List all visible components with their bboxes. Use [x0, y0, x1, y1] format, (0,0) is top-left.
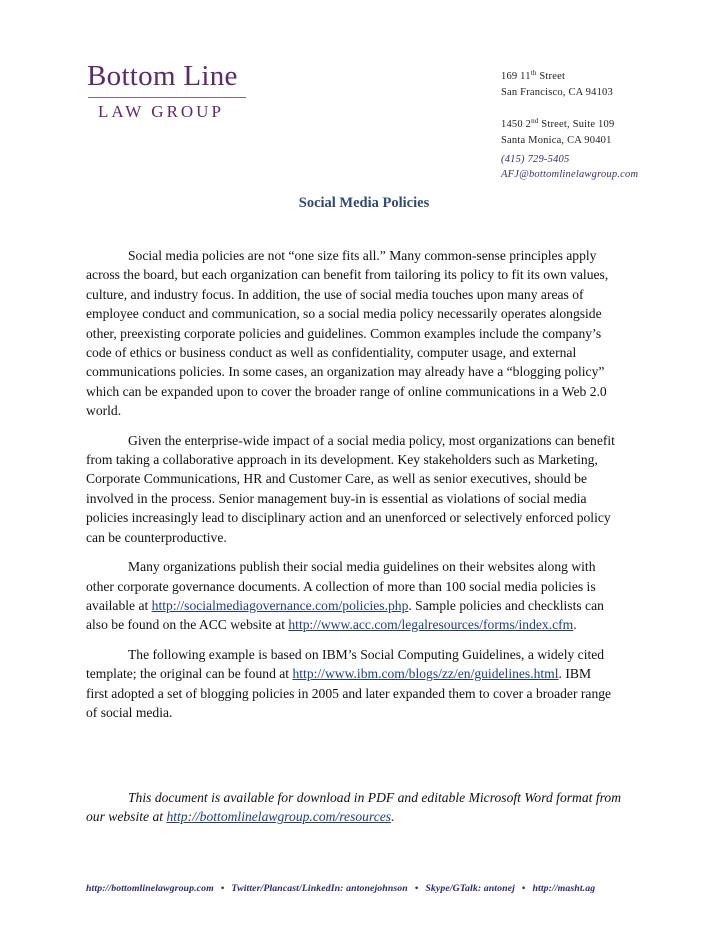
download-note-text	[86, 788, 646, 827]
note-line: our website at	[86, 809, 167, 825]
footer-social-handles: Twitter/Plancast/LinkedIn: antonejohnson	[231, 883, 408, 894]
p3-line: also be found on the ACC website at	[86, 617, 289, 633]
p1-line: across the board, but each organization can benefit from tailoring its policy to fit its own values,	[86, 267, 609, 283]
p3-line: . Sample policies and checklists can	[408, 597, 604, 613]
note-line: .	[391, 809, 395, 825]
paragraph-4	[86, 645, 642, 723]
p1-line: culture, and industry focus. In addition, the use of social media touches upon many areas of	[86, 286, 584, 302]
p1-line: code of ethics or business conduct as well as confidentiality, computer usage, and external	[86, 345, 577, 361]
download-note	[86, 788, 646, 827]
p2-line: involved in the process. Senior management buy-in is essential as violations of social media	[86, 490, 587, 506]
address-line-1-street: Street	[536, 71, 566, 82]
p4-line: . IBM	[558, 666, 592, 682]
document-body	[86, 246, 642, 732]
footer-website[interactable]: http://bottomlinelawgroup.com	[86, 883, 214, 894]
footer-short-link[interactable]: http://masht.ag	[532, 883, 596, 894]
logo-divider	[88, 97, 246, 98]
p3-line: other corporate governance documents. A collection of more than 100 social media policies is	[86, 578, 596, 594]
p2-line: from taking a collaborative approach in its development. Key stakeholders such as Marketing,	[86, 452, 598, 468]
phone-number: (415) 729-5405	[501, 154, 570, 165]
footer-separator: •	[414, 883, 419, 894]
address-line-3	[501, 117, 615, 131]
address-line-3-ordinal: nd	[531, 117, 539, 125]
p2-line: Corporate Communications, HR and Customer Care, as well as senior executives, should be	[86, 471, 587, 487]
p1-line: communications policies. In some cases, an organization may already have a “blogging policy”	[86, 364, 605, 380]
company-logo-name: Bottom Line	[87, 60, 238, 92]
paragraph-3	[86, 557, 642, 635]
address-line-3-street: Street, Suite 109	[538, 119, 615, 130]
address-line-2: San Francisco, CA 94103	[501, 87, 613, 98]
note-line: This document is available for download in PDF and editable Microsoft Word format from	[128, 790, 622, 805]
footer-skype: Skype/GTalk: antonej	[425, 883, 515, 894]
p1-line: Social media policies are not “one size fits all.” Many common-sense principles apply	[128, 248, 597, 263]
address-line-4: Santa Monica, CA 90401	[501, 135, 612, 146]
social-media-governance-link[interactable]: http://socialmediagovernance.com/policies.php	[151, 597, 409, 613]
p4-line: first adopted a set of blogging policies in 2005 and later expanded them to cover a broader range	[86, 685, 612, 701]
p3-line: .	[573, 617, 577, 633]
footer-separator: •	[521, 883, 526, 894]
paragraph-1	[86, 246, 642, 421]
address-line-1	[501, 69, 566, 83]
p4-line: The following example is based on IBM’s Social Computing Guidelines, a widely cited	[128, 646, 605, 662]
address-line-1-number: 169 11	[501, 71, 531, 82]
acc-forms-link[interactable]: http://www.acc.com/legalresources/forms/index.cfm	[288, 617, 574, 633]
p2-line: can be counterproductive.	[86, 529, 227, 545]
p1-line: other, preexisting corporate policies and guidelines. Common examples include the company’s	[86, 325, 602, 341]
p1-line: employee conduct and communication, so a social media policy necessarily operates alongside	[86, 306, 602, 322]
page-footer	[86, 884, 595, 894]
email-address: AFJ@bottomlinelawgroup.com	[501, 169, 639, 180]
p4-line: template; the original can be found at	[86, 666, 293, 682]
p1-line: world.	[86, 403, 122, 419]
document-title: Social Media Policies	[298, 195, 430, 211]
p3-line: Many organizations publish their social media guidelines on their websites along with	[128, 559, 596, 575]
paragraph-2	[86, 431, 642, 547]
address-line-3-number: 1450 2	[501, 119, 532, 130]
p2-line: policies increasingly lead to disciplinary action and an unenforced or selectively enforced policy	[86, 510, 611, 526]
p1-line: which can be expanded upon to cover the broader range of online communications in a Web 2.0	[86, 383, 607, 399]
p2-line: Given the enterprise-wide impact of a social media policy, most organizations can benefit	[128, 432, 615, 448]
company-logo-subtitle: LAW GROUP	[98, 102, 224, 121]
p3-line: available at	[86, 597, 152, 613]
address-line-1-ordinal: th	[530, 69, 537, 77]
ibm-guidelines-link[interactable]: http://www.ibm.com/blogs/zz/en/guidelines.html	[292, 666, 559, 682]
p4-line: of social media.	[86, 704, 173, 720]
footer-separator: •	[220, 883, 225, 894]
resources-link[interactable]: http://bottomlinelawgroup.com/resources	[166, 809, 392, 825]
